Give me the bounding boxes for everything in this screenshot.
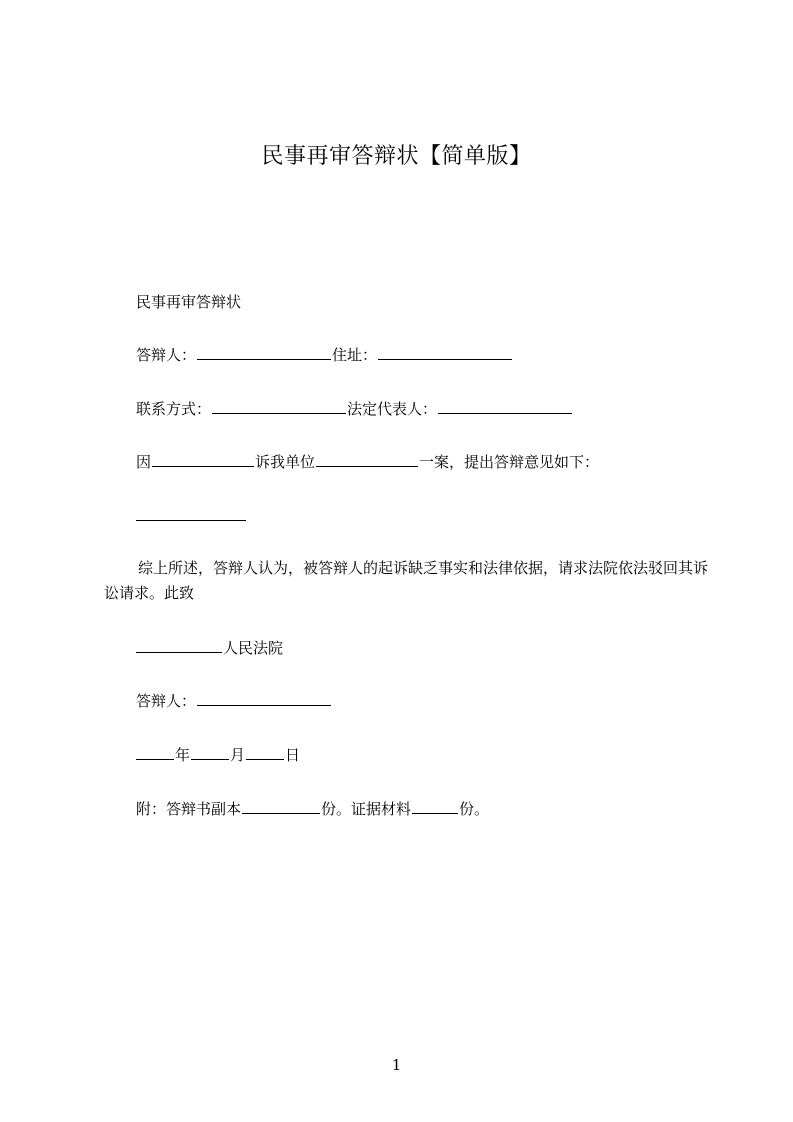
- case-suffix: 一案，提出答辩意见如下：: [419, 453, 600, 471]
- case-statement-line: [136, 451, 599, 473]
- page-number: 1: [391, 1056, 402, 1074]
- court-line: [136, 637, 283, 659]
- document-title: 民事再审答辩状【简单版】: [261, 144, 532, 169]
- respondent-address-line: [136, 344, 513, 366]
- case-prefix: 因: [136, 453, 152, 471]
- attachment-line: [136, 798, 489, 820]
- court-name-blank: [136, 638, 222, 653]
- attachment-suffix: 份。: [459, 800, 490, 818]
- attachment-middle: 份。证据材料: [321, 800, 412, 818]
- legal-rep-blank: [438, 399, 572, 414]
- signature-label: 答辩人：: [136, 692, 197, 710]
- day-blank: [246, 745, 284, 760]
- respondent-label: 答辩人：: [136, 346, 197, 364]
- defense-content-blank: [136, 506, 246, 521]
- signature-blank: [197, 691, 331, 706]
- document-heading: 民事再审答辩状: [136, 293, 242, 311]
- conclusion-paragraph: 综上所述，答辩人认为，被答辩人的起诉缺乏事实和法律依据，请求法院依法驳回其诉讼请求。此致: [104, 559, 709, 602]
- contact-legal-rep-line: [136, 398, 573, 420]
- signature-line: [136, 690, 332, 712]
- date-line: [136, 744, 300, 766]
- legal-rep-label: 法定代表人：: [347, 400, 438, 418]
- evidence-blank: [412, 799, 458, 814]
- contact-blank: [212, 399, 346, 414]
- attachment-prefix: 附：答辩书副本: [136, 800, 242, 818]
- case-type-blank: [316, 452, 418, 467]
- contact-label: 联系方式：: [136, 400, 212, 418]
- month-blank: [191, 745, 229, 760]
- court-label: 人民法院: [223, 639, 284, 657]
- address-label: 住址：: [332, 346, 378, 364]
- year-blank: [136, 745, 174, 760]
- defense-content-line: [136, 505, 247, 527]
- day-label: 日: [285, 746, 301, 764]
- copies-blank: [242, 799, 320, 814]
- plaintiff-blank: [152, 452, 254, 467]
- address-blank: [378, 345, 512, 360]
- month-label: 月: [230, 746, 246, 764]
- respondent-name-blank: [197, 345, 331, 360]
- year-label: 年: [175, 746, 191, 764]
- case-middle: 诉我单位: [255, 453, 316, 471]
